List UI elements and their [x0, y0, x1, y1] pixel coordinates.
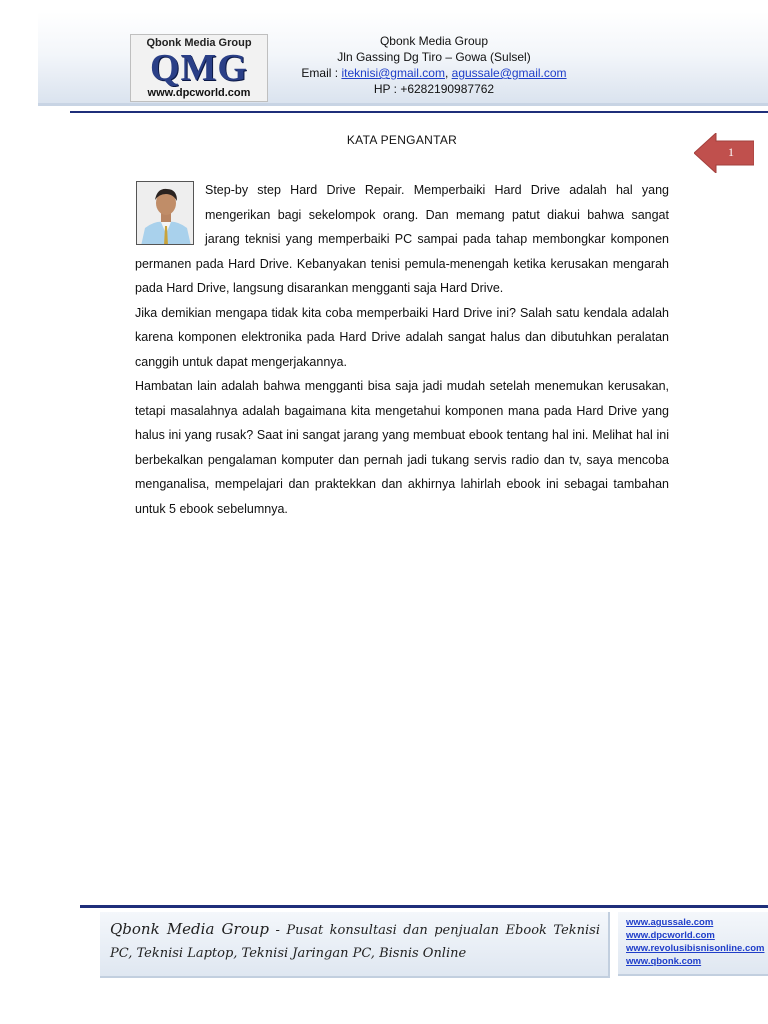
email-label: Email :: [301, 66, 342, 80]
footer-brand: Qbonk Media Group: [110, 920, 269, 938]
footer-box: [100, 912, 610, 978]
paragraph-2: Jika demikian mengapa tidak kita coba memperbaiki Hard Drive ini? Salah satu kendala adalah karena komponen elektronika pada Hard Drive adalah sangat halus dan dibutuhkan peralatan canggih untuk dapat mengerjakannya.: [135, 305, 669, 369]
footer-link-agussale[interactable]: www.agussale.com: [626, 917, 714, 928]
footer-rule: [80, 905, 768, 908]
footer-link-qbonk[interactable]: www.qbonk.com: [626, 956, 702, 967]
footer-link-dpcworld[interactable]: www.dpcworld.com: [626, 930, 715, 941]
header-rule: [70, 111, 768, 113]
page-title: KATA PENGANTAR: [346, 133, 458, 147]
org-email-line: [268, 65, 600, 81]
footer-links: [618, 912, 768, 976]
email-separator: ,: [444, 66, 452, 80]
email-link-1[interactable]: iteknisi@gmail.com: [341, 66, 445, 80]
logo-top-text: Qbonk Media Group: [146, 37, 252, 49]
footer-text: [110, 918, 600, 965]
page-number: 1: [728, 145, 734, 159]
org-phone: HP : +6282190987762: [373, 82, 495, 96]
org-address: Jln Gassing Dg Tiro – Gowa (Sulsel): [337, 50, 531, 64]
page-number-arrow-icon: [694, 133, 754, 173]
paragraph-3: Hambatan lain adalah bahwa mengganti bisa saja jadi mudah setelah menemukan kerusakan, tetapi masalahnya adalah bagaimana kita mengetahui komponen mana pada Hard Drive yang halus ini yang rusak? Saat ini sangat jarang yang membuat ebook tentang hal ini. Melihat hal ini berbekalkan pengalaman komputer dan pernah jadi tukang servis radio dan tv, saya mencoba menganalisa, mempelajari dan praktekkan dan akhirnya lahirlah ebook ini sebagai tambahan untuk 5 ebook sebelumnya.: [135, 379, 669, 516]
photo-spacer: [135, 178, 205, 248]
footer-tagline: - Pusat konsultasi dan penjualan Ebook Teknisi PC, Teknisi Laptop, Teknisi Jaringan PC, Bisnis Online: [110, 923, 600, 961]
logo-mark: QMG: [150, 47, 248, 89]
footer-link-revolusibisnisonline[interactable]: www.revolusibisnisonline.com: [626, 943, 765, 954]
email-link-2[interactable]: agussale@gmail.com: [451, 66, 567, 80]
logo-url: www.dpcworld.com: [147, 87, 251, 99]
paragraph-1: Step-by step Hard Drive Repair. Memperbaiki Hard Drive adalah hal yang mengerikan bagi sekelompok orang. Dan memang patut diakui bahwa sangat jarang teknisi yang memperbaiki PC sampai pada tahap membongkar komponen permanen pada Hard Drive. Kebanyakan tenisi pemula-menengah ketika kerusakan mengarah pada Hard Drive, langsung disarankan mengganti saja Hard Drive.: [135, 183, 669, 295]
org-name: Qbonk Media Group: [379, 34, 489, 48]
body-text: [135, 178, 669, 521]
company-logo: [130, 34, 268, 102]
